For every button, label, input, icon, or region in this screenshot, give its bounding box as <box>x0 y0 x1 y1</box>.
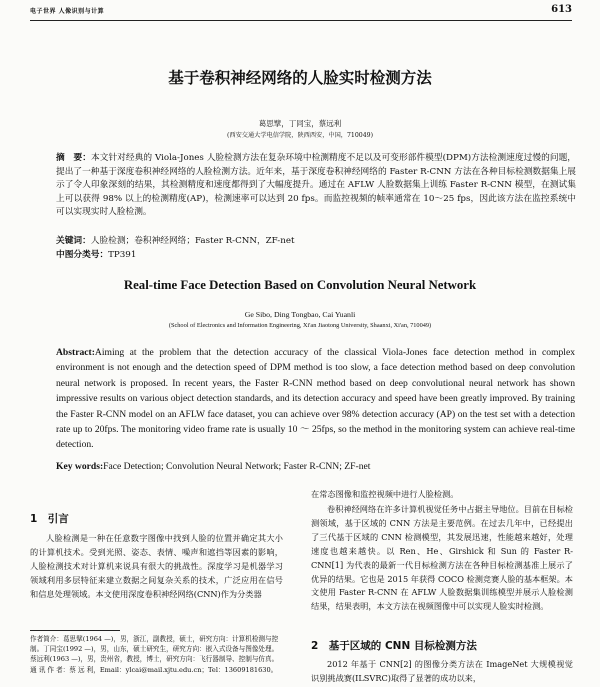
section-2-paragraph: 2012 年基于 CNN[2] 的图像分类方法在 ImageNet 大规模视觉识别挑战赛(ILSVRC)取得了显著的成功以来， <box>311 659 573 683</box>
section-1-paragraph: 人脸检测是一种在任意数字图像中找到人脸的位置并确定其大小的计算机技术。受到光照、姿态、表情、噪声和遮挡等因素的影响，人脸检测技术对计算机来说具有很大的挑战性。深度学习是机器学习领域利用多层特征来建立数据之间复杂关系的技术，广泛应用在信号和信息处理领域。本文使用深度卷积神经网络(CNN)作为分类器 <box>30 533 283 599</box>
english-abstract <box>56 345 575 453</box>
running-header <box>30 4 572 21</box>
author-footnote: 作者简介：葛思擘(1964 —)，男，浙江，副教授，硕士，研究方向：计算机检测与控制。丁同宝(1992 —)，男，山东，硕士研究生，研究方向：嵌入式设备与图像处理。蔡远利(1963 —)，男，贵州省，教授，博士，研究方向：飞行器制导、控制与仿真。通 讯 作 者：蔡 远 利，Email：ylcai@mail.xjtu.edu.cn；Tel：13609181630。 <box>30 635 279 674</box>
chinese-abstract-text: 本文针对经典的 Viola-Jones 人脸检测方法在复杂环境中检测精度不足以及可变形部件模型(DPM)方法检测速度过慢的问题，提出了一种基于深度卷积神经网络的人脸检测方法。近年来，基于深度卷积神经网络的 Faster R-CNN 方法在各种目标检测数据集上展示了令人印象深刻的结果，其检测精度和速度都得到了大幅度提升。通过在 AFLW 人脸数据集上训练 Faster R-CNN 模型，在测试集上可以获得 98% 以上的检测精度(AP)，检测速率可以达到 20 fps。而监控视频的帧率通常在 10～25 fps，因此该方法在监控系统中可以实现实时人脸检测。 <box>56 153 576 218</box>
classification-number <box>56 249 576 263</box>
english-abstract-label: Abstract: <box>56 347 95 358</box>
chinese-keywords <box>56 235 576 249</box>
english-title: Real-time Face Detection Based on Convolution Neural Network <box>123 278 477 292</box>
journal-name: 电子世界 人像识别与计算 <box>30 8 105 15</box>
right-column-paragraph: 卷积神经网络在许多计算机视觉任务中占据主导地位。目前在目标检测领域，基于区域的 CNN 方法是主要范例。在过去几年中，已经提出了三代基于区域的 CNN 检测模型，其发展迅速，性能越来越好，处理速度也越来越快。以 Ren、He、Girshick 和 Sun 的 Faster R-CNN[1] 为代表的最新一代目标检测方法在各种目标检测基准上展示了优异的结果。它也是 2015 年获得 COCO 检测竞赛人脸的基本框架。本文使用 Faster R-CNN 在 AFLW 人脸数据集训练模型并展示人脸检测结果，结果表明，本文方法在视频图像中可以实现人脸实时检测。 <box>311 504 573 612</box>
chinese-abstract <box>56 152 576 220</box>
page-number: 613 <box>551 4 572 15</box>
chinese-abstract-label: 摘 要： <box>56 153 91 163</box>
english-affiliation: (School of Electronics and Information Engineering, Xi'an Jiaotong University, Shaanxi, Xi'an, 710049) <box>168 322 432 329</box>
footnote-divider <box>30 630 120 631</box>
chinese-authors: 葛思擘，丁同宝，蔡远利 <box>258 119 342 128</box>
classification-text: TP391 <box>108 250 137 260</box>
right-column-continuation: 在常态图像和监控视频中进行人脸检测。 <box>311 489 459 499</box>
english-keywords-text: Face Detection; Convolution Neural Network; Faster R-CNN; ZF-net <box>103 461 371 472</box>
chinese-keywords-text: 人脸检测；卷积神经网络；Faster R-CNN，ZF-net <box>90 236 295 246</box>
english-keywords-label: Key words: <box>56 461 104 472</box>
section-1-heading: 1 引言 <box>30 513 69 525</box>
section-2-heading: 2 基于区域的 CNN 目标检测方法 <box>311 640 477 652</box>
english-authors: Ge Sibo, Ding Tongbao, Cai Yuanli <box>244 310 356 319</box>
classification-label: 中图分类号： <box>56 250 109 260</box>
english-keywords <box>56 460 575 474</box>
english-abstract-text: Aiming at the problem that the detection accuracy of the classical Viola-Jones face detection method in complex environment is not enough and the detection speed of DPM method is too slow, a face detection method based on deep convolution neural network is proposed. In recent years, the Faster R-CNN method based on deep convolutional neural network has shown impressive results on various object detection standards, and its detection accuracy and speed have been greatly improved. By training the Faster R-CNN model on an AFLW face dataset, you can achieve over 98% detection accuracy (AP) on the test set with a detection rate up to 20fps. The monitoring video frame rate is usually 10 ～ 25fps, so the method in the monitoring system can achieve real-time detection. <box>56 347 575 451</box>
chinese-title: 基于卷积神经网络的人脸实时检测方法 <box>168 69 432 87</box>
chinese-keywords-label: 关键词： <box>56 236 91 246</box>
chinese-affiliation: (西安交通大学电信学院，陕西西安，中国，710049) <box>226 132 373 139</box>
